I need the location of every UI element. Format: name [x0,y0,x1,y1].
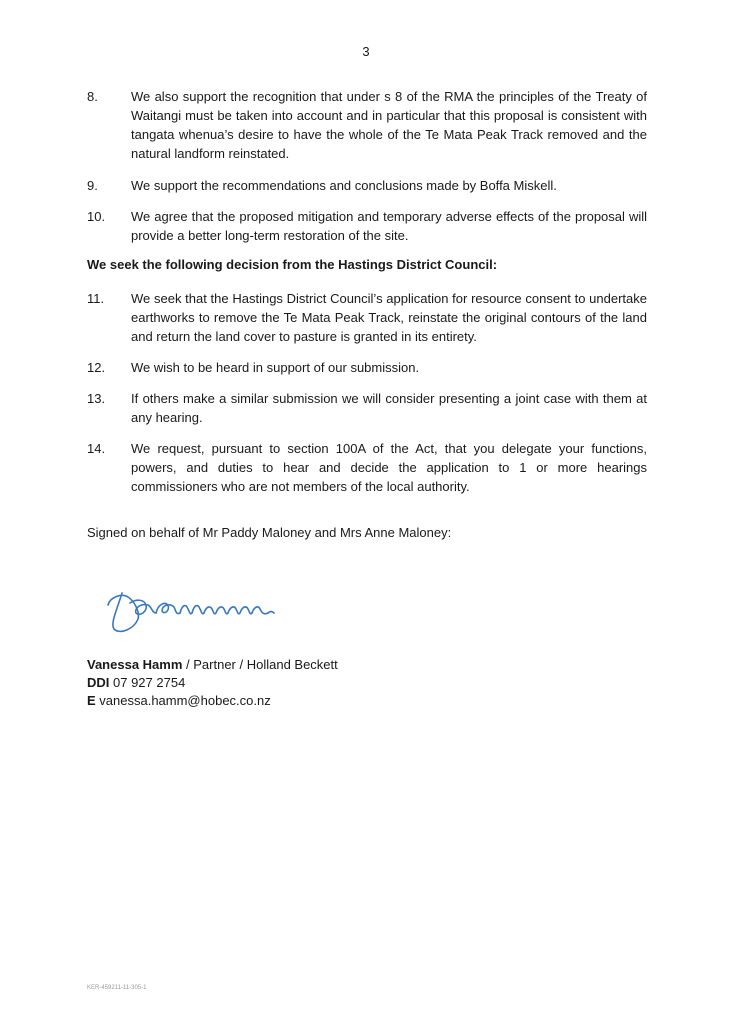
email-label: E [87,693,96,708]
signatory-line [87,656,338,674]
paragraph-text: We agree that the proposed mitigation and temporary adverse effects of the proposal will provide a better long-term restoration of the site. [131,209,647,243]
signatory-title: / Partner / Holland Beckett [182,657,338,672]
paragraph-11 [87,289,647,346]
paragraph-number: 10. [87,209,106,224]
signature-block [87,656,338,710]
paragraph-text: We request, pursuant to section 100A of the Act, that you delegate your functions, powers, and duties to hear and decide the application to 1 or more hearings commissioners who are not members of the local authority. [131,441,647,494]
paragraph-text: We support the recommendations and conclusions made by Boffa Miskell. [131,178,557,193]
paragraph-number: 11. [87,291,105,306]
email-line [87,692,338,710]
paragraph-13 [87,389,647,427]
paragraph-text: We wish to be heard in support of our submission. [131,360,420,375]
paragraph-number: 12. [87,360,106,375]
email-value[interactable]: vanessa.hamm@hobec.co.nz [95,693,271,708]
paragraph-text: We seek that the Hastings District Council’s application for resource consent to undertake earthworks to remove the Te Mata Peak Track, reinstate the original contours of the land and return the land cover to pasture is granted in its entirety. [131,291,647,344]
paragraph-12 [87,358,647,377]
handwritten-signature [100,583,290,641]
paragraph-14 [87,439,647,496]
paragraph-number: 9. [87,178,98,193]
paragraph-9 [87,176,647,195]
paragraph-number: 14. [87,441,106,456]
signed-on-behalf-text: Signed on behalf of Mr Paddy Maloney and Mrs Anne Maloney: [87,525,452,540]
paragraph-text: We also support the recognition that under s 8 of the RMA the principles of the Treaty of Waitangi must be taken into account and in particular that this proposal is consistent with tangata whenua’s desire to have the whole of the Te Mata Peak Track removed and the natural landform reinstated. [131,89,647,161]
paragraph-10 [87,207,647,245]
paragraph-8 [87,87,647,163]
document-reference: KER-459211-11-305-1 [87,985,147,991]
page-number: 3 [362,44,370,59]
ddi-line [87,674,338,692]
ddi-value: 07 927 2754 [109,675,186,690]
paragraph-text: If others make a similar submission we will consider presenting a joint case with them at any hearing. [131,391,647,425]
paragraph-number: 13. [87,391,106,406]
signatory-name: Vanessa Hamm [87,657,183,672]
ddi-label: DDI [87,675,110,690]
paragraph-number: 8. [87,89,98,104]
decision-heading: We seek the following decision from the Hastings District Council: [87,257,498,272]
